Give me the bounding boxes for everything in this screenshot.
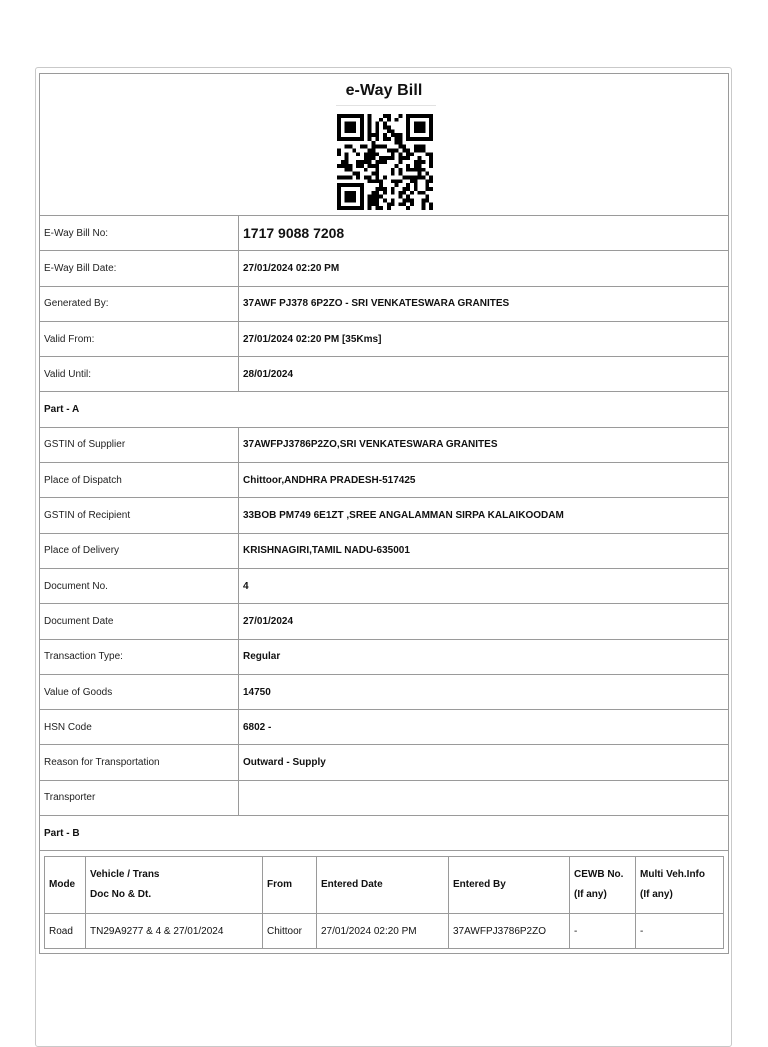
table-cell: TN29A9277 & 4 & 27/01/2024 (86, 914, 263, 949)
part-b-body (45, 914, 724, 949)
field-label: E-Way Bill Date: (40, 251, 239, 285)
field-row (40, 216, 728, 251)
field-value: 33BOB PM749 6E1ZT ,SREE ANGALAMMAN SIRPA KALAIKOODAM (243, 510, 564, 522)
field-row (40, 357, 728, 392)
field-row (40, 710, 728, 745)
header-line: (If any) (640, 889, 673, 901)
field-row (40, 428, 728, 463)
field-label: HSN Code (40, 710, 239, 744)
header-line: CEWB No. (574, 869, 624, 881)
part-b-column-header (45, 857, 86, 914)
part-b-column-header (317, 857, 449, 914)
field-value: 28/01/2024 (243, 368, 294, 380)
field-value (239, 781, 728, 815)
header-line: Vehicle / Trans (90, 869, 160, 881)
field-row (40, 675, 728, 710)
table-cell: - (570, 914, 636, 949)
field-row (40, 781, 728, 816)
field-label: Transporter (40, 781, 239, 815)
eway-bill-document (39, 73, 729, 954)
field-value: 27/01/2024 (243, 615, 294, 627)
field-label: Document Date (40, 604, 239, 638)
part-b-table (44, 856, 724, 949)
part-b-column-header (263, 857, 317, 914)
part-a-fields (40, 428, 728, 816)
field-value: KRISHNAGIRI,TAMIL NADU-635001 (243, 545, 410, 557)
header-line: Mode (49, 879, 76, 891)
field-value: 37AWFPJ3786P2ZO,SRI VENKATESWARA GRANITES (243, 439, 498, 451)
part-b-column-header (570, 857, 636, 914)
field-row (40, 463, 728, 498)
table-cell: 27/01/2024 02:20 PM (317, 914, 449, 949)
table-row (45, 914, 724, 949)
field-label: Transaction Type: (40, 640, 239, 674)
part-b-column-header (449, 857, 570, 914)
part-b-header-row (45, 857, 724, 914)
field-value: 4 (243, 580, 249, 592)
field-label: Document No. (40, 569, 239, 603)
header-line: (If any) (574, 889, 607, 901)
field-label: Valid Until: (40, 357, 239, 391)
part-b-wrapper (40, 851, 728, 953)
field-value: 37AWF PJ378 6P2ZO - SRI VENKATESWARA GRANITES (243, 298, 510, 310)
title-divider (336, 105, 436, 106)
part-b-title: Part - B (40, 816, 728, 851)
field-label: GSTIN of Supplier (40, 428, 239, 462)
field-value: 27/01/2024 02:20 PM (243, 262, 340, 274)
header (40, 74, 728, 216)
table-cell: Chittoor (263, 914, 317, 949)
field-value: Regular (243, 651, 281, 663)
field-value: 27/01/2024 02:20 PM [35Kms] (243, 333, 382, 345)
qr-code-icon (337, 114, 433, 210)
part-a-title: Part - A (40, 392, 728, 427)
field-row (40, 287, 728, 322)
field-value: Chittoor,ANDHRA PRADESH-517425 (243, 474, 416, 486)
part-b-column-header (636, 857, 724, 914)
table-cell: 37AWFPJ3786P2ZO (449, 914, 570, 949)
header-line: From (267, 879, 292, 891)
field-label: E-Way Bill No: (40, 216, 239, 250)
header-line: Entered Date (321, 879, 383, 891)
field-value: 14750 (243, 686, 271, 698)
field-row (40, 498, 728, 533)
field-row (40, 322, 728, 357)
field-label: Place of Dispatch (40, 463, 239, 497)
field-value: Outward - Supply (243, 757, 326, 769)
field-value: 6802 - (243, 721, 272, 733)
field-label: Value of Goods (40, 675, 239, 709)
page-title: e-Way Bill (345, 82, 423, 99)
field-row (40, 534, 728, 569)
field-row (40, 251, 728, 286)
field-label: Generated By: (40, 287, 239, 321)
field-row (40, 745, 728, 780)
field-row (40, 640, 728, 675)
table-cell: Road (45, 914, 86, 949)
field-label: Reason for Transportation (40, 745, 239, 779)
field-label: GSTIN of Recipient (40, 498, 239, 532)
header-line: Multi Veh.Info (640, 869, 705, 881)
field-row (40, 604, 728, 639)
table-cell: - (636, 914, 724, 949)
field-row (40, 569, 728, 604)
field-value: 1717 9088 7208 (243, 225, 345, 242)
part-b-column-header (86, 857, 263, 914)
bill-fields (40, 216, 728, 392)
field-label: Valid From: (40, 322, 239, 356)
header-line: Entered By (453, 879, 506, 891)
header-line: Doc No & Dt. (90, 889, 152, 901)
field-label: Place of Delivery (40, 534, 239, 568)
